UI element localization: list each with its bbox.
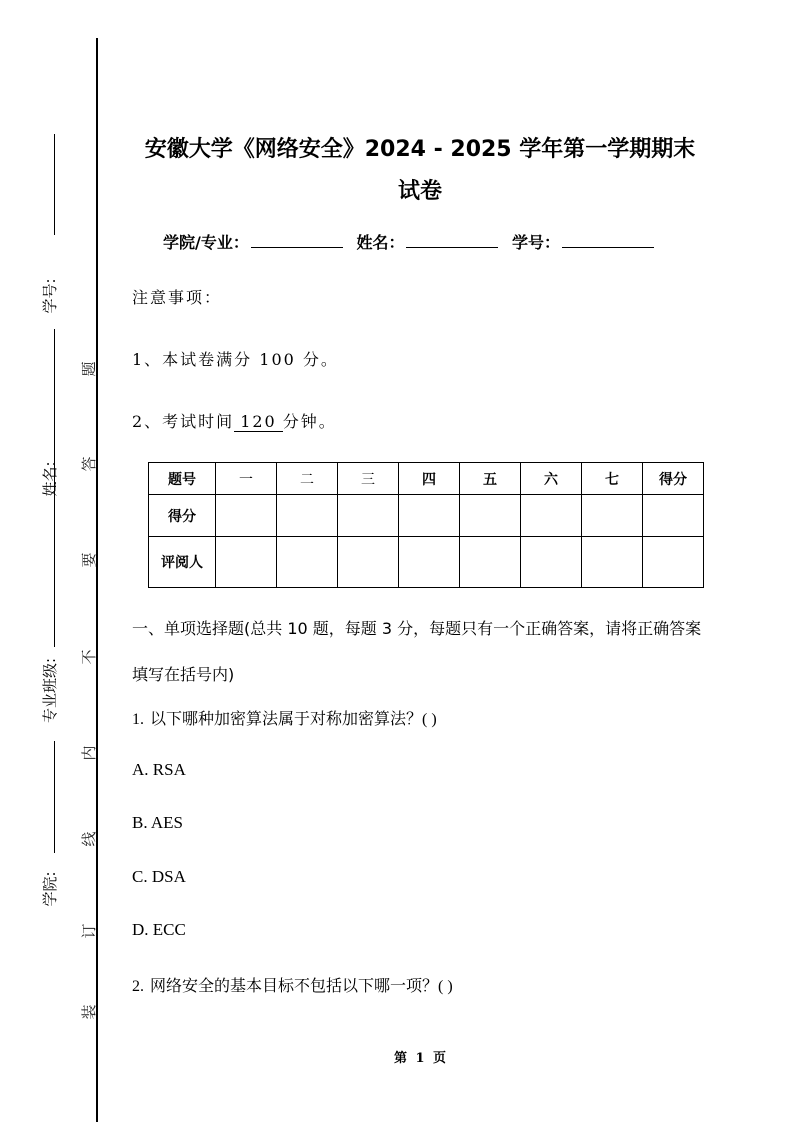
binding-cut-line (96, 38, 98, 1122)
score-total-cell[interactable] (643, 495, 704, 537)
score-table-column-header: 五 (460, 463, 521, 495)
score-row-label: 得分 (149, 495, 216, 537)
reviewer-cell[interactable] (277, 537, 338, 588)
binding-warning-char: 不 (80, 649, 98, 665)
score-table-column-header: 四 (399, 463, 460, 495)
score-table-header-row (149, 463, 704, 495)
binding-college-label: 学院: (41, 871, 59, 907)
student-id-label: 学号： (512, 233, 561, 252)
score-cell[interactable] (460, 495, 521, 537)
reviewer-total-cell[interactable] (643, 537, 704, 588)
note-full-score: 1、本试卷满分 100 分。 (132, 350, 339, 369)
binding-warning-char: 题 (80, 361, 98, 377)
score-cell[interactable] (582, 495, 643, 537)
student-info-line (163, 230, 662, 253)
score-cell[interactable] (338, 495, 399, 537)
binding-warning-char: 订 (80, 923, 98, 939)
name-label: 姓名： (356, 233, 405, 252)
binding-class-label: 专业班级: (41, 657, 59, 723)
score-table-column-header: 七 (582, 463, 643, 495)
binding-field-line (54, 134, 55, 235)
reviewer-row-label: 评阅人 (149, 537, 216, 588)
binding-field-line (54, 497, 55, 647)
college-major-label: 学院/专业： (163, 233, 249, 252)
page-number: 第 1 页 (393, 1051, 447, 1066)
score-table-header-label: 题号 (149, 463, 216, 495)
score-table-column-header: 三 (338, 463, 399, 495)
reviewer-cell[interactable] (399, 537, 460, 588)
reviewer-cell[interactable] (582, 537, 643, 588)
score-table-column-header: 二 (277, 463, 338, 495)
score-cell[interactable] (399, 495, 460, 537)
question-1-option-d: D. ECC (132, 920, 186, 939)
score-table-row (149, 495, 704, 537)
score-table-column-header: 一 (216, 463, 277, 495)
question-text: 网络安全的基本目标不包括以下哪一项？ (150, 976, 439, 995)
question-1-option-a: A. RSA (132, 760, 186, 779)
question-number: 1. (132, 711, 144, 728)
binding-warning-char: 内 (80, 745, 98, 761)
name-blank[interactable] (406, 233, 498, 248)
question-2 (132, 973, 453, 996)
exam-title-continued: 试卷 (397, 179, 442, 204)
question-1-option-b: B. AES (132, 813, 184, 832)
exam-title: 安徽大学《网络安全》2024 - 2025 学年第一学期期末 (144, 137, 696, 162)
score-table (148, 462, 704, 588)
score-table-row (149, 537, 704, 588)
notes-title: 注意事项： (132, 288, 223, 307)
binding-name-label: 姓名: (41, 461, 59, 497)
binding-warning-char: 线 (80, 831, 98, 847)
section-heading-single-choice: 一、单项选择题(总共 10 题，每题 3 分，每题只有一个正确答案，请将正确答案填写在括号内) (132, 619, 702, 684)
reviewer-cell[interactable] (460, 537, 521, 588)
score-cell[interactable] (277, 495, 338, 537)
note-exam-duration (132, 409, 337, 432)
note-duration-prefix: 2、考试时间 (132, 412, 235, 431)
score-table-total-header: 得分 (643, 463, 704, 495)
note-duration-suffix: 分钟。 (282, 412, 337, 431)
question-1-option-c: C. DSA (132, 867, 186, 886)
score-cell[interactable] (521, 495, 582, 537)
binding-student-id-label: 学号: (41, 278, 59, 314)
answer-paren[interactable]: ( ) (422, 711, 437, 728)
student-id-blank[interactable] (562, 233, 654, 248)
binding-warning-char: 答 (80, 456, 98, 472)
binding-warning-char: 装 (80, 1004, 98, 1020)
reviewer-cell[interactable] (521, 537, 582, 588)
reviewer-cell[interactable] (216, 537, 277, 588)
binding-warning-char: 要 (80, 552, 98, 568)
binding-field-line (54, 741, 55, 853)
question-number: 2. (132, 978, 144, 995)
college-major-blank[interactable] (251, 233, 343, 248)
question-text: 以下哪种加密算法属于对称加密算法？ (150, 709, 423, 728)
reviewer-cell[interactable] (338, 537, 399, 588)
answer-paren[interactable]: ( ) (438, 978, 453, 995)
question-1 (132, 706, 437, 729)
score-table-column-header: 六 (521, 463, 582, 495)
score-cell[interactable] (216, 495, 277, 537)
note-duration-value: 120 (234, 413, 283, 432)
